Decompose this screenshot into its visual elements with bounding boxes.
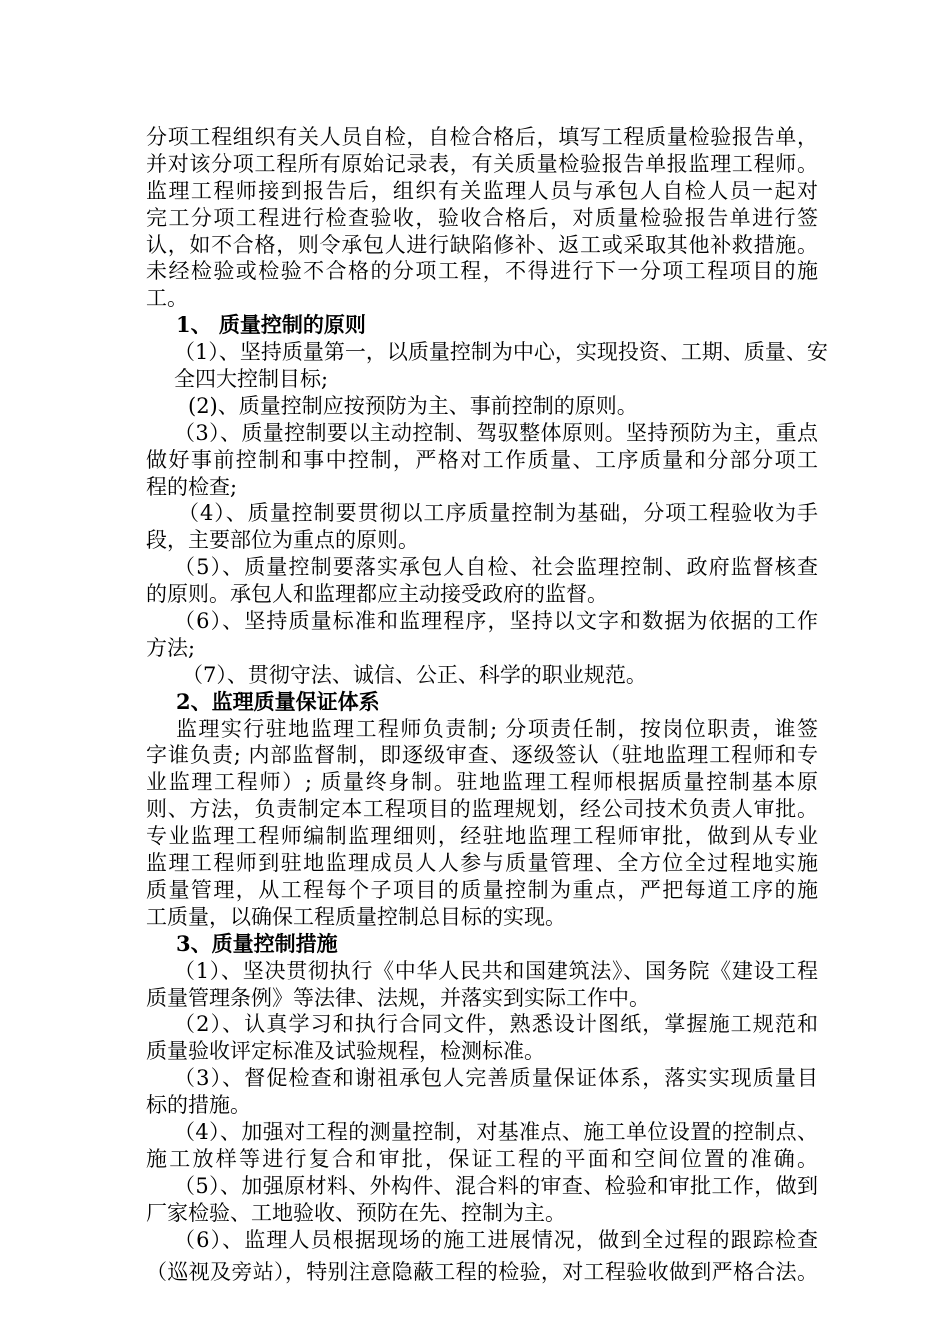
paragraph-line: （7）、贯彻守法、诚信、公正、科学的职业规范。 (182, 662, 647, 687)
paragraph-line: 字谁负责; 内部监督制，即逐级审查、逐级签认（驻地监理工程师和专 (146, 743, 818, 768)
paragraph-line: （巡视及旁站），特别注意隐蔽工程的检验，对工程验收做到严格合法。 (146, 1260, 818, 1285)
paragraph-line: 监理工程师接到报告后，组织有关监理人员与承包人自检人员一起对 (146, 178, 818, 203)
paragraph-line: 工质量，以确保工程质量控制总目标的实现。 (146, 904, 566, 929)
paragraph-line: 标的措施。 (146, 1093, 251, 1118)
paragraph-line: （5）、加强原材料、外构件、混合料的审查、检验和审批工作，做到 (174, 1173, 818, 1198)
paragraph-line: （1）、坚持质量第一，以质量控制为中心，实现投资、工期、质量、安 (174, 340, 828, 365)
paragraph-line: （5）、质量控制要落实承包人自检、社会监理控制、政府监督核查 (174, 555, 818, 580)
paragraph-line: 质量验收评定标准及试验规程，检测标准。 (146, 1039, 545, 1064)
paragraph-line: （4）、加强对工程的测量控制，对基准点、施工单位设置的控制点、 (174, 1119, 818, 1144)
paragraph-line: 监理工程师到驻地监理成员人人参与质量管理、全方位全过程地实施 (146, 851, 818, 876)
paragraph-line: （1）、坚决贯彻执行《中华人民共和国建筑法》、国务院《建设工程 (174, 958, 818, 983)
paragraph-line: （4）、质量控制要贯彻以工序质量控制为基础，分项工程验收为手 (178, 501, 818, 526)
paragraph-line: 监理实行驻地监理工程师负责制; 分项责任制，按岗位职责，谁签 (176, 716, 818, 741)
document-body (146, 124, 828, 1286)
paragraph-line: 完工分项工程进行检查验收，验收合格后，对质量检验报告单进行签 (146, 205, 818, 230)
paragraph-line: （3）、督促检查和谢祖承包人完善质量保证体系，落实实现质量目 (174, 1066, 818, 1091)
paragraph-line: （6）、监理人员根据现场的施工进展情况，做到全过程的跟踪检查 (174, 1227, 818, 1252)
section-heading: 2、监理质量保证体系 (176, 688, 380, 714)
paragraph-line: 方法; (146, 635, 196, 660)
paragraph-line: 段，主要部位为重点的原则。 (146, 528, 419, 553)
paragraph-line: 的原则。承包人和监理都应主动接受政府的监督。 (146, 582, 608, 607)
paragraph-line: （3）、质量控制要以主动控制、驾驭整体原则。坚持预防为主，重点 (174, 420, 818, 445)
section-heading: 3、质量控制措施 (176, 930, 338, 956)
paragraph-line: 分项工程组织有关人员自检，自检合格后，填写工程质量检验报告单， (146, 125, 818, 149)
paragraph-line: 质量管理，从工程每个子项目的质量控制为重点，严把每道工序的施 (146, 877, 818, 902)
paragraph-line: 做好事前控制和事中控制，严格对工作质量、工序质量和分部分项工 (146, 447, 818, 472)
paragraph-line: 未经检验或检验不合格的分项工程，不得进行下一分项工程项目的施 (146, 259, 818, 284)
paragraph-line: 工。 (146, 286, 188, 311)
paragraph-line: 厂家检验、工地验收、预防在先、控制为主。 (146, 1200, 566, 1225)
paragraph-line: 施工放样等进行复合和审批，保证工程的平面和空间位置的准确。 (146, 1146, 818, 1171)
section-heading: 1、 质量控制的原则 (176, 312, 366, 338)
paragraph-line: （2）、认真学习和执行合同文件，熟悉设计图纸，掌握施工规范和 (174, 1012, 818, 1037)
paragraph-line: (2)、质量控制应按预防为主、事前控制的原则。 (188, 393, 638, 418)
paragraph-line: 业监理工程师）; 质量终身制。驻地监理工程师根据质量控制基本原 (146, 770, 818, 795)
paragraph-line: 认，如不合格，则令承包人进行缺陷修补、返工或采取其他补救措施。 (146, 232, 818, 257)
paragraph-line: 并对该分项工程所有原始记录表，有关质量检验报告单报监理工程师。 (146, 151, 818, 176)
paragraph-line: 质量管理条例》等法律、法规，并落实到实际工作中。 (146, 985, 650, 1010)
paragraph-line: （6）、坚持质量标准和监理程序，坚持以文字和数据为依据的工作 (174, 609, 818, 634)
paragraph-line: 专业监理工程师编制监理细则，经驻地监理工程师审批，做到从专业 (146, 824, 818, 849)
paragraph-line: 程的检查; (146, 474, 238, 499)
paragraph-line: 则、方法，负责制定本工程项目的监理规划，经公司技术负责人审批。 (146, 797, 818, 822)
paragraph-line: 全四大控制目标; (174, 367, 329, 392)
